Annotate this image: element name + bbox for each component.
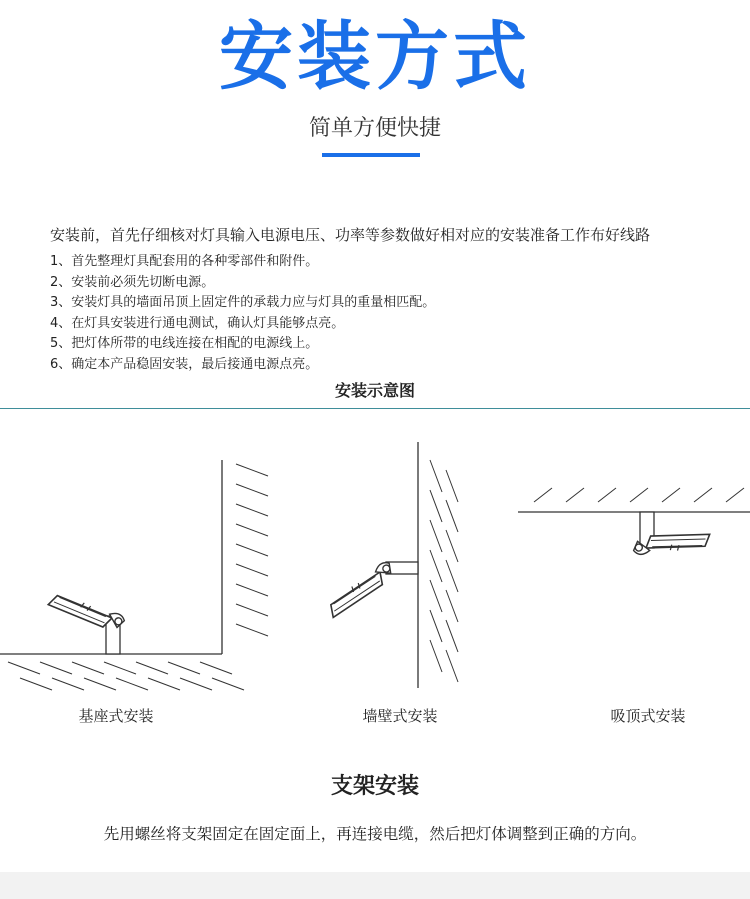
base-mount-illustration (0, 460, 268, 690)
diagram-title: 安装示意图 (334, 381, 415, 400)
intro-text: 安装前，首先仔细核对灯具输入电源电压、功率等参数做好相对应的安装准备工作布好线路 (50, 226, 651, 244)
bracket-description: 先用螺丝将支架固定在固定面上，再连接电缆，然后把灯体调整到正确的方向。 (103, 825, 647, 843)
bracket-section-title: 支架安装 (330, 774, 419, 799)
ceiling-mount-illustration (518, 488, 750, 578)
installation-diagram (0, 440, 750, 700)
step-item: 5、把灯体所带的电线连接在相配的电源线上。 (50, 336, 319, 352)
caption-base-mount: 基座式安装 (78, 707, 154, 725)
install-steps (50, 252, 730, 376)
divider-line (0, 408, 750, 409)
step-item: 1、首先整理灯具配套用的各种零部件和附件。 (50, 254, 319, 269)
step-item: 4、在灯具安装进行通电测试，确认灯具能够点亮。 (50, 315, 345, 331)
caption-ceiling-mount: 吸顶式安装 (610, 707, 686, 725)
step-item: 3、安装灯具的墙面吊顶上固定件的承载力应与灯具的重量相匹配。 (50, 295, 436, 311)
subtitle-underline (322, 153, 420, 157)
step-item: 2、安装前必须先切断电源。 (50, 274, 215, 290)
step-item: 6、确定本产品稳固安装，最后接通电源点亮。 (50, 356, 319, 372)
wall-mount-illustration (326, 442, 458, 688)
caption-wall-mount: 墙壁式安装 (362, 707, 438, 725)
page-subtitle: 简单方便快捷 (308, 116, 441, 141)
footer-band (0, 872, 750, 899)
page-title: 安装方式 (219, 14, 531, 100)
